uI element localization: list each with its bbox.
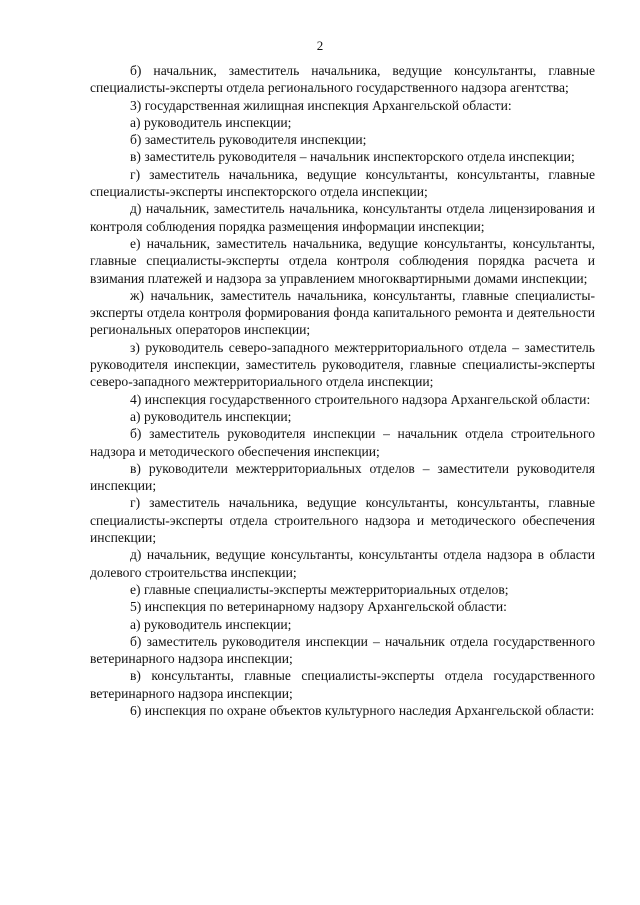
paragraph: 3) государственная жилищная инспекция Архангельской области: [130,97,512,113]
paragraph: 5) инспекция по ветеринарному надзору Архангельской области: [130,599,507,615]
paragraph: б) заместитель руководителя инспекции – начальник отдела государственного ветеринарного надзора инспекции; [90,633,595,667]
document-body [90,62,595,719]
paragraph: в) руководители межтерриториальных отделов – заместители руководителя инспекции; [90,460,595,494]
paragraph: б) заместитель руководителя инспекции – начальник отдела строительного надзора и методического обеспечения инспекции; [90,426,595,459]
paragraph: д) начальник, ведущие консультанты, консультанты отдела надзора в области долевого строительства инспекции; [90,547,595,580]
paragraph: а) руководитель инспекции; [130,616,292,632]
paragraph: з) руководитель северо-западного межтерриториального отдела – заместитель руководителя инспекции, заместитель руководителя, главные специалисты-эксперты северо-западного межтерриториального отдела инспекции; [90,339,595,390]
page-number: 2 [316,38,324,53]
paragraph: ж) начальник, заместитель начальника, консультанты, главные специалисты-эксперты отдела контроля формирования фонда капитального ремонта и деятельности региональных операторов инспекции; [90,287,595,338]
paragraph: е) начальник, заместитель начальника, ведущие консультанты, консультанты, главные специалисты-эксперты отдела контроля соблюдения порядка расчета и взимания платежей и надзора за управлением многоквартирными домами инспекции; [90,235,595,286]
paragraph: 6) инспекция по охране объектов культурного наследия Архангельской области: [130,702,595,718]
paragraph: б) заместитель руководителя инспекции; [130,132,367,148]
paragraph: г) заместитель начальника, ведущие консультанты, консультанты, главные специалисты-эксперты отдела строительного надзора и методического обеспечения инспекции; [90,495,595,546]
paragraph: в) консультанты, главные специалисты-эксперты отдела государственного ветеринарного надзора инспекции; [90,668,595,701]
paragraph: б) начальник, заместитель начальника, ведущие консультанты, главные специалисты-эксперты отдела регионального государственного надзора агентства; [90,63,595,96]
paragraph: д) начальник, заместитель начальника, консультанты отдела лицензирования и контроля соблюдения порядка размещения информации инспекции; [90,201,595,234]
paragraph: г) заместитель начальника, ведущие консультанты, консультанты, главные специалисты-эксперты инспекторского отдела инспекции; [90,166,595,200]
paragraph: е) главные специалисты-эксперты межтерриториальных отделов; [130,581,509,597]
paragraph: а) руководитель инспекции; [130,408,292,424]
paragraph: в) заместитель руководителя – начальник инспекторского отдела инспекции; [130,149,575,165]
paragraph: 4) инспекция государственного строительного надзора Архангельской области: [130,391,591,407]
paragraph: а) руководитель инспекции; [130,114,292,130]
